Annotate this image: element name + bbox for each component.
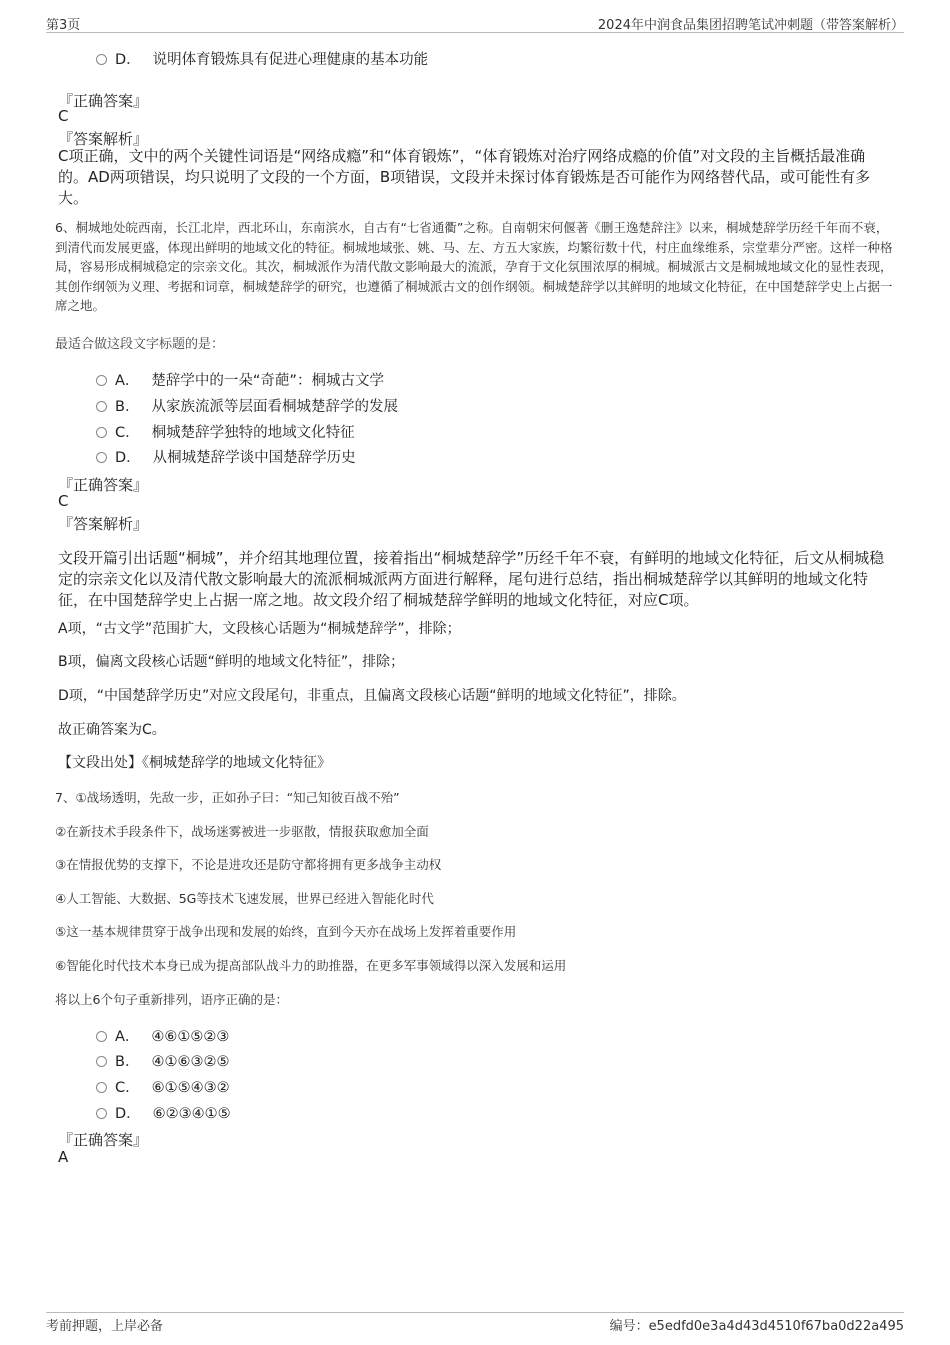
footer-slogan: 考前押题，上岸必备 bbox=[46, 1319, 164, 1334]
q7-option-d[interactable]: D． ⑥②③④①⑤ bbox=[96, 1102, 231, 1123]
q7-answer-label: 『正确答案』 bbox=[58, 1131, 149, 1149]
q6-analysis-a: A项，“古文学”范围扩大，文段核心话题为“桐城楚辞学”，排除； bbox=[58, 621, 461, 637]
q7-answer: A bbox=[58, 1148, 69, 1166]
q6-analysis-b: B项，偏离文段核心话题“鲜明的地域文化特征”，排除； bbox=[58, 654, 405, 670]
q6-question: 最适合做这段文字标题的是： bbox=[55, 337, 225, 352]
q6-stem: 6、桐城地处皖西南，长江北岸，西北环山，东南滨水，自古有“七省通衢”之称。自南朝宋何偃著《删王逸楚辞注》以来，桐城楚辞学历经千年而不衰，到清代而发展更盛，体现出鲜明的地域文化的特征。桐城地域张、姚、马、左、方五大家族，均繁衍数十代，村庄血缘维系，宗堂辈分严密。这样一种格局，容易形成桐城稳定的宗亲文化。其次，桐城派作为清代散文影响最大的流派，孕育于文化氛围浓厚的桐城。桐城派古文是桐城地域文化的显性表现，其创作纲领为义理、考据和词章，桐城楚辞学的研究，也遵循了桐城派古文的创作纲领。桐城楚辞学以其鲜明的地域文化特征，在中国楚辞学史上占据一席之地。 bbox=[55, 220, 893, 313]
radio-icon[interactable] bbox=[96, 1082, 107, 1093]
document-code: 编号：e5edfd0e3a4d43d4510f67ba0d22a495 bbox=[609, 1319, 904, 1334]
q7-question: 将以上6个句子重新排列，语序正确的是： bbox=[55, 992, 288, 1007]
radio-icon[interactable] bbox=[96, 452, 107, 463]
q6-option-c[interactable]: C． 桐城楚辞学独特的地域文化特征 bbox=[96, 421, 355, 442]
q7-sentence-5: ⑤这一基本规律贯穿于战争出现和发展的始终，直到今天亦在战场上发挥着重要作用 bbox=[55, 924, 517, 939]
page-number: 第3页 bbox=[46, 18, 81, 33]
radio-icon[interactable] bbox=[96, 1031, 107, 1042]
page-header bbox=[46, 14, 904, 33]
radio-icon[interactable] bbox=[96, 1056, 107, 1067]
q7-sentence-1: 7、①战场透明，先敌一步，正如孙子曰：“知己知彼百战不殆” bbox=[55, 790, 400, 805]
q7-sentence-2: ②在新技术手段条件下，战场迷雾被进一步驱散，情报获取愈加全面 bbox=[55, 824, 429, 839]
q7-option-a[interactable]: A． ④⑥①⑤②③ bbox=[96, 1025, 229, 1046]
q5-analysis: C项正确，文中的两个关键性词语是“网络成瘾”和“体育锻炼”，“体育锻炼对治疗网络成瘾的价值”对文段的主旨概括最准确的。AD两项错误，均只说明了文段的一个方面，B项错误，文段并未探讨体育锻炼是否可能作为网络替代品，或可能性有多大。 bbox=[58, 147, 871, 207]
q6-option-a[interactable]: A． 楚辞学中的一朵“奇葩”：桐城古文学 bbox=[96, 369, 384, 390]
page-footer bbox=[46, 1312, 904, 1334]
q7-option-b[interactable]: B． ④①⑥③②⑤ bbox=[96, 1050, 229, 1071]
q5-answer-label: 『正确答案』 bbox=[58, 92, 149, 110]
q6-analysis-label: 『答案解析』 bbox=[58, 515, 149, 533]
q7-option-c[interactable]: C． ⑥①⑤④③② bbox=[96, 1076, 230, 1097]
radio-icon[interactable] bbox=[96, 375, 107, 386]
q5-answer: C bbox=[58, 107, 69, 125]
q6-answer-label: 『正确答案』 bbox=[58, 476, 149, 494]
radio-icon[interactable] bbox=[96, 1108, 107, 1119]
q6-analysis-d: D项，“中国楚辞学历史”对应文段尾句，非重点，且偏离文段核心话题“鲜明的地域文化特征”，排除。 bbox=[58, 688, 686, 704]
q5-option-d[interactable]: D． 说明体育锻炼具有促进心理健康的基本功能 bbox=[96, 48, 428, 69]
q6-conclusion: 故正确答案为C。 bbox=[58, 722, 166, 738]
q6-answer: C bbox=[58, 492, 69, 510]
q6-option-b[interactable]: B． 从家族流派等层面看桐城楚辞学的发展 bbox=[96, 395, 398, 416]
radio-icon[interactable] bbox=[96, 54, 107, 65]
q6-source: 【文段出处】《桐城楚辞学的地域文化特征》 bbox=[58, 755, 331, 771]
document-title: 2024年中润食品集团招聘笔试冲刺题（带答案解析） bbox=[597, 18, 904, 33]
q7-sentence-3: ③在情报优势的支撑下，不论是进攻还是防守都将拥有更多战争主动权 bbox=[55, 857, 442, 872]
q6-analysis-main: 文段开篇引出话题“桐城”，并介绍其地理位置，接着指出“桐城楚辞学”历经千年不衰，有鲜明的地域文化特征，后文从桐城稳定的宗亲文化以及清代散文影响最大的流派桐城派两方面进行解释，尾句进行总结，指出桐城楚辞学以其鲜明的地域文化特征，在中国楚辞学史上占据一席之地。故文段介绍了桐城楚辞学鲜明的地域文化特征，对应C项。 bbox=[58, 549, 885, 609]
q7-sentence-6: ⑥智能化时代技术本身已成为提高部队战斗力的助推器，在更多军事领域得以深入发展和运用 bbox=[55, 958, 567, 973]
radio-icon[interactable] bbox=[96, 401, 107, 412]
q6-option-d[interactable]: D． 从桐城楚辞学谈中国楚辞学历史 bbox=[96, 446, 356, 467]
q7-sentence-4: ④人工智能、大数据、5G等技术飞速发展，世界已经进入智能化时代 bbox=[55, 891, 434, 906]
q5-analysis-label: 『答案解析』 bbox=[58, 130, 149, 148]
radio-icon[interactable] bbox=[96, 427, 107, 438]
